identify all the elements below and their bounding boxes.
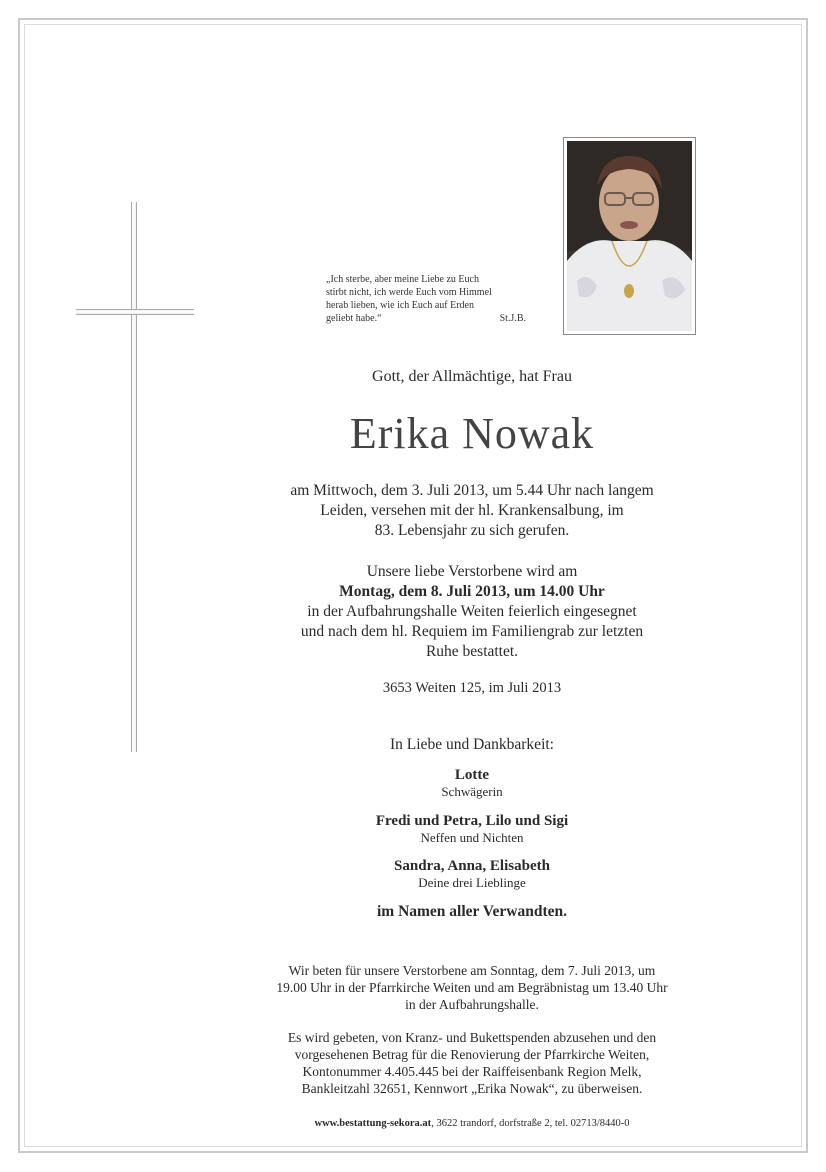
mourner-relation: Schwägerin — [441, 784, 503, 799]
funeral-line: und nach dem hl. Requiem im Familiengrab zur letzten — [300, 623, 644, 640]
deceased-name: Erika Nowak — [349, 409, 595, 458]
donation-notice — [230, 1029, 714, 1097]
quote-line: stirbt nicht, ich werde Euch vom Himmel — [326, 287, 492, 298]
portrait-photo — [563, 137, 696, 335]
death-notice-line: 83. Lebensjahr zu sich gerufen. — [374, 522, 570, 539]
donation-line: Kontonummer 4.405.445 bei der Raiffeisenbank Region Melk, — [302, 1064, 642, 1079]
quote-author: St.J.B. — [499, 313, 526, 324]
death-notice-line: Leiden, versehen mit der hl. Krankensalbung, im — [320, 502, 624, 519]
mourner-relation: Neffen und Nichten — [420, 830, 524, 845]
memorial-quote — [326, 273, 534, 325]
mourner-relation: Deine drei Lieblinge — [418, 875, 526, 890]
funeral-date: Montag, dem 8. Juli 2013, um 14.00 Uhr — [339, 583, 605, 600]
portrait-image — [567, 141, 692, 331]
death-notice — [230, 481, 714, 541]
donation-line: Es wird gebeten, von Kranz- und Bukettspenden abzusehen und den — [287, 1030, 657, 1045]
mourner-entry — [230, 812, 714, 845]
mourner-entry — [230, 766, 714, 799]
relatives-line: im Namen aller Verwandten. — [376, 903, 567, 920]
prayer-line: 19.00 Uhr in der Pfarrkirche Weiten und am Begräbnistag um 13.40 Uhr — [276, 980, 668, 995]
mourner-name: Lotte — [454, 767, 490, 783]
prayer-notice — [230, 962, 714, 1013]
quote-line: herab lieben, wie ich Euch auf Erden — [326, 300, 474, 311]
mourner-name: Sandra, Anna, Elisabeth — [394, 858, 550, 874]
cross-icon-vertical-beam — [131, 202, 137, 752]
mourner-name: Fredi und Petra, Lilo und Sigi — [375, 813, 569, 829]
funeral-details — [230, 562, 714, 662]
cross-icon-horizontal-beam — [76, 309, 194, 315]
death-notice-line: am Mittwoch, dem 3. Juli 2013, um 5.44 Uhr nach langem — [290, 482, 654, 499]
funeral-line: in der Aufbahrungshalle Weiten feierlich eingesegnet — [307, 603, 637, 620]
quote-line: „Ich sterbe, aber meine Liebe zu Euch — [326, 274, 479, 285]
prayer-line: Wir beten für unsere Verstorbene am Sonntag, dem 7. Juli 2013, um — [288, 963, 656, 978]
intro-text: Gott, der Allmächtige, hat Frau — [372, 368, 572, 385]
footer — [230, 1118, 714, 1129]
prayer-line: in der Aufbahrungshalle. — [405, 997, 539, 1012]
mourner-entry — [230, 857, 714, 890]
quote-line: geliebt habe.“ — [326, 313, 382, 324]
place-and-date: 3653 Weiten 125, im Juli 2013 — [382, 680, 562, 696]
donation-line: vorgesehenen Betrag für die Renovierung der Pfarrkirche Weiten, — [294, 1047, 650, 1062]
donation-line: Bankleitzahl 32651, Kennwort „Erika Nowak“, zu überweisen. — [301, 1081, 643, 1096]
thanks-heading: In Liebe und Dankbarkeit: — [390, 736, 554, 753]
funeral-line: Ruhe bestattet. — [425, 643, 519, 660]
footer-website: www.bestattung-sekora.at — [314, 1118, 432, 1129]
footer-address: , 3622 trandorf, dorfstraße 2, tel. 02713/8440-0 — [431, 1118, 630, 1129]
funeral-line: Unsere liebe Verstorbene wird am — [366, 563, 578, 580]
